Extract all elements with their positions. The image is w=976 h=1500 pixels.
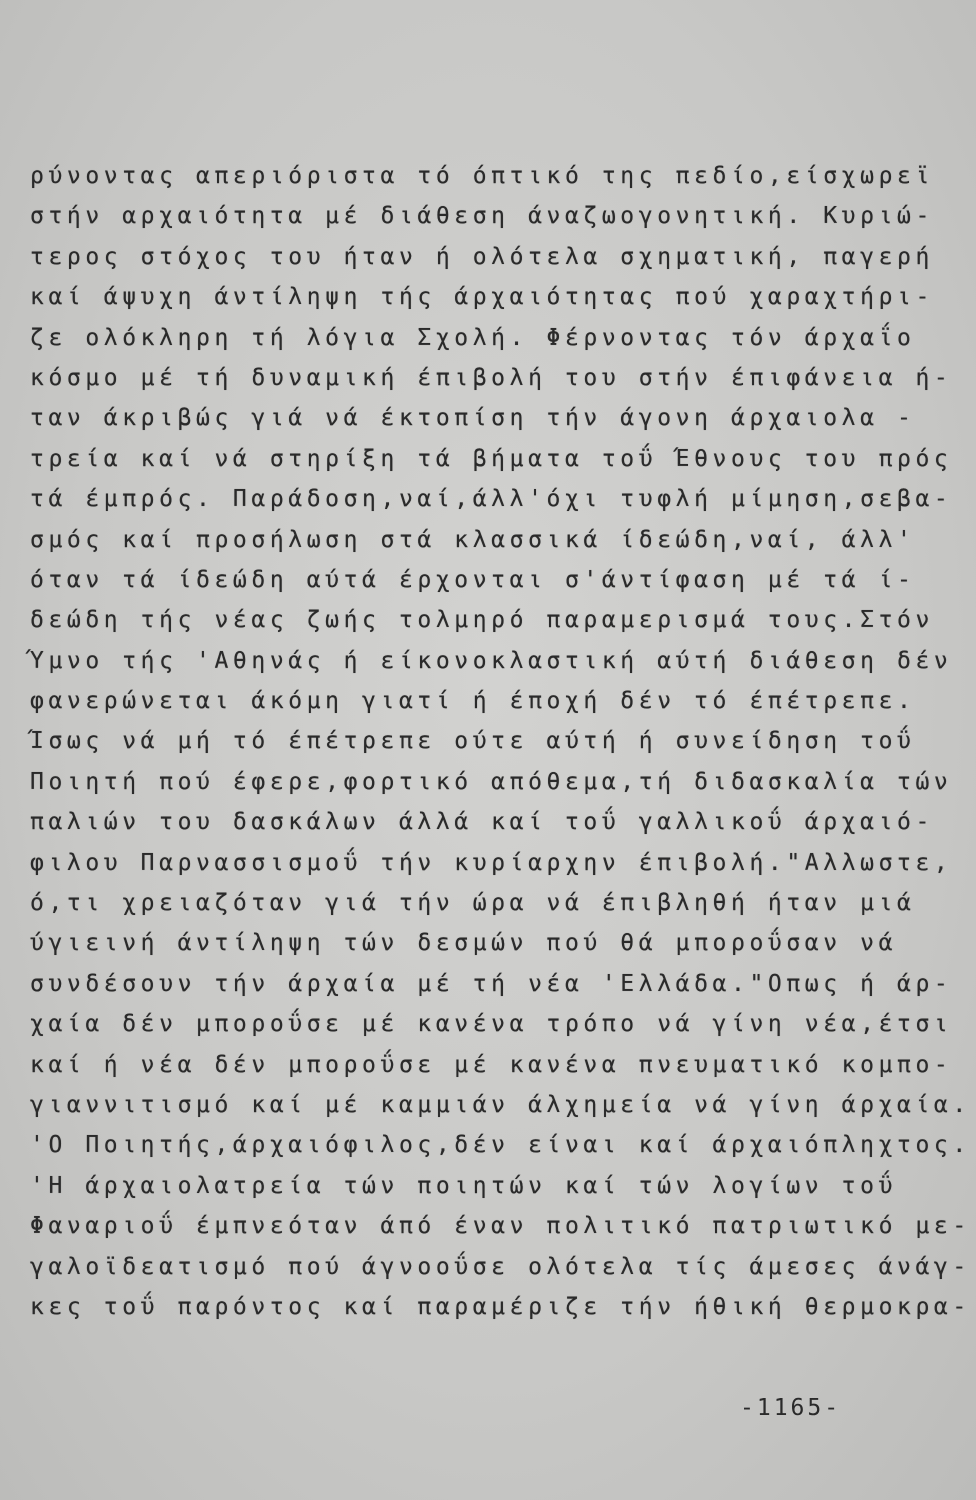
text-line: καί άψυχη άντίληψη τής άρχαιότητας πού χαραχτήρι-: [30, 284, 934, 311]
text-line: ύγιεινή άντίληψη τών δεσμών πού θά μποροΰσαν νά: [30, 930, 898, 957]
text-line: ρύνοντας απεριόριστα τό όπτικό της πεδίο,είσχωρεϊ: [30, 163, 934, 189]
text-line: καί ή νέα δέν μποροΰσε μέ κανένα πνευματικό κομπο-: [30, 1051, 953, 1078]
text-line: στήν αρχαιότητα μέ διάθεση άναζωογονητική. Κυριώ-: [30, 203, 934, 230]
text-line: γαλοϊδεατισμό πού άγνοοΰσε ολότελα τίς άμεσες άνάγ-: [30, 1253, 971, 1280]
text-line: σμός καί προσήλωση στά κλασσικά ίδεώδη,ναί, άλλ': [30, 526, 916, 553]
text-line: Φαναριοΰ έμπνεόταν άπό έναν πολιτικό πατριωτικό με-: [30, 1213, 971, 1240]
text-line: φιλου Παρνασσισμοΰ τήν κυρίαρχην έπιβολή."Αλλωστε,: [30, 849, 953, 876]
text-line: συνδέσουν τήν άρχαία μέ τή νέα 'Ελλάδα."Οπως ή άρ-: [30, 970, 953, 997]
text-line: 'Η άρχαιολατρεία τών ποιητών καί τών λογίων τοΰ: [30, 1172, 898, 1199]
text-line: φανερώνεται άκόμη γιατί ή έποχή δέν τό έπέτρεπε.: [30, 688, 916, 715]
text-line: Ποιητή πού έφερε,φορτικό απόθεμα,τή διδασκαλία τών: [30, 768, 953, 795]
text-line: τρεία καί νά στηρίξη τά βήματα τοΰ Έθνους του πρός: [30, 445, 953, 472]
text-line: κες τοΰ παρόντος καί παραμέριζε τήν ήθική θερμοκρα-: [30, 1293, 971, 1320]
text-line: τά έμπρός. Παράδοση,ναί,άλλ'όχι τυφλή μίμηση,σεβα-: [30, 486, 953, 513]
body-text: [30, 156, 971, 1327]
text-line: ζε ολόκληρη τή λόγια Σχολή. Φέρνοντας τόν άρχαΐο: [30, 324, 916, 351]
text-line: όταν τά ίδεώδη αύτά έρχονται σ'άντίφαση μέ τά ί-: [30, 566, 916, 593]
page-number: -1165-: [740, 1395, 842, 1421]
text-line: Ύμνο τής 'Αθηνάς ή είκονοκλαστική αύτή διάθεση δέν: [30, 647, 953, 674]
text-line: ταν άκριβώς γιά νά έκτοπίση τήν άγονη άρχαιολα -: [30, 405, 916, 432]
text-line: παλιών του δασκάλων άλλά καί τοΰ γαλλικοΰ άρχαιό-: [30, 809, 934, 836]
text-line: τερος στόχος του ήταν ή ολότελα σχηματική, παγερή: [30, 243, 934, 270]
text-line: γιαννιτισμό καί μέ καμμιάν άλχημεία νά γίνη άρχαία.: [30, 1091, 971, 1118]
text-line: χαία δέν μποροΰσε μέ κανένα τρόπο νά γίνη νέα,έτσι: [30, 1011, 953, 1038]
text-line: 'Ο Ποιητής,άρχαιόφιλος,δέν είναι καί άρχαιόπληχτος.: [30, 1132, 971, 1159]
text-line: κόσμο μέ τή δυναμική έπιβολή του στήν έπιφάνεια ή-: [30, 364, 953, 391]
text-line: δεώδη τής νέας ζωής τολμηρό παραμερισμά τους.Στόν: [30, 607, 934, 634]
text-line: ό,τι χρειαζόταν γιά τήν ώρα νά έπιβληθή ήταν μιά: [30, 890, 916, 917]
text-line: Ίσως νά μή τό έπέτρεπε ούτε αύτή ή συνείδηση τοΰ: [30, 728, 916, 755]
